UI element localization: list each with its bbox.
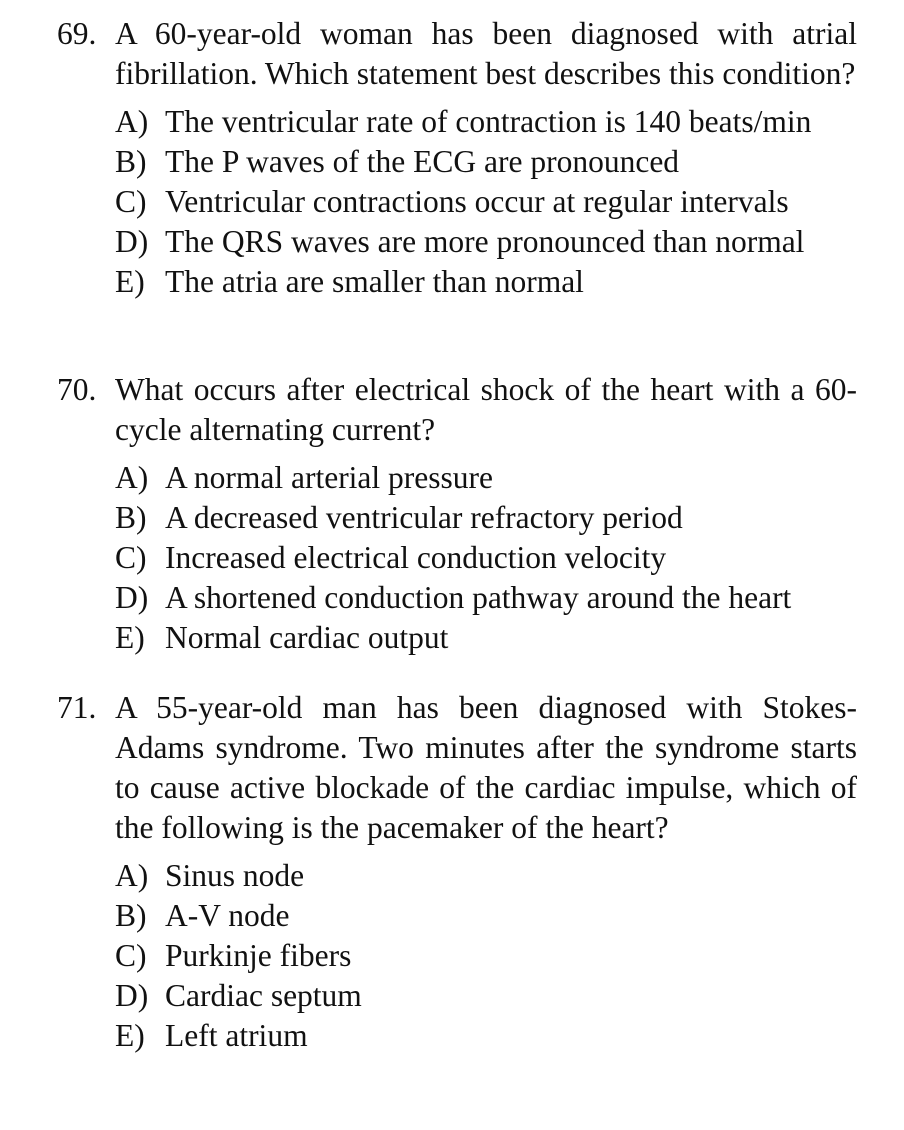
- question-number: 71.: [57, 690, 97, 725]
- question-69: [57, 14, 857, 302]
- answer-option-b[interactable]: [115, 896, 857, 936]
- answer-options: [57, 102, 857, 302]
- option-letter: C): [115, 938, 147, 973]
- answer-option-c[interactable]: [115, 538, 857, 578]
- option-text: A-V node: [165, 898, 290, 933]
- question-number: 70.: [57, 372, 97, 407]
- option-text: Sinus node: [165, 858, 305, 893]
- answer-option-a[interactable]: [115, 856, 857, 896]
- option-text: The ventricular rate of contraction is 140 beats/min: [165, 104, 812, 139]
- option-text: The atria are smaller than normal: [165, 264, 584, 299]
- option-letter: C): [115, 184, 147, 219]
- answer-option-e[interactable]: [115, 1016, 857, 1056]
- option-text: A decreased ventricular refractory period: [165, 500, 683, 535]
- question-text: A 60-year-old woman has been diagnosed with atrial fibrillation. Which statement best describes this condition?: [115, 16, 857, 91]
- answer-options: [57, 458, 857, 658]
- question-stem: [57, 370, 857, 450]
- option-text: A shortened conduction pathway around the heart: [165, 580, 792, 615]
- option-letter: E): [115, 620, 145, 655]
- option-letter: D): [115, 978, 149, 1013]
- option-letter: B): [115, 500, 147, 535]
- option-letter: E): [115, 1018, 145, 1053]
- question-stem: [57, 14, 857, 94]
- answer-option-e[interactable]: [115, 618, 857, 658]
- option-text: Ventricular contractions occur at regular intervals: [165, 184, 789, 219]
- option-text: The P waves of the ECG are pronounced: [165, 144, 680, 179]
- answer-option-a[interactable]: [115, 102, 857, 142]
- answer-option-c[interactable]: [115, 936, 857, 976]
- option-text: The QRS waves are more pronounced than normal: [165, 224, 805, 259]
- option-letter: C): [115, 540, 147, 575]
- option-text: Increased electrical conduction velocity: [165, 540, 667, 575]
- answer-option-d[interactable]: [115, 222, 857, 262]
- answer-option-d[interactable]: [115, 976, 857, 1016]
- question-70: [57, 370, 857, 658]
- answer-option-b[interactable]: [115, 142, 857, 182]
- option-letter: D): [115, 580, 149, 615]
- option-letter: A): [115, 858, 149, 893]
- answer-option-c[interactable]: [115, 182, 857, 222]
- option-text: A normal arterial pressure: [165, 460, 493, 495]
- question-stem: [57, 688, 857, 848]
- option-letter: E): [115, 264, 145, 299]
- option-text: Cardiac septum: [165, 978, 362, 1013]
- question-text: What occurs after electrical shock of the heart with a 60-cycle alternating current?: [115, 372, 857, 447]
- question-text: A 55-year-old man has been diagnosed with Stokes-Adams syndrome. Two minutes after the syndrome starts to cause active blockade of the cardiac impulse, which of the following is the pacemaker of the heart?: [115, 690, 857, 845]
- option-letter: D): [115, 224, 149, 259]
- option-letter: B): [115, 898, 147, 933]
- answer-options: [57, 856, 857, 1056]
- option-letter: B): [115, 144, 147, 179]
- answer-option-e[interactable]: [115, 262, 857, 302]
- option-text: Left atrium: [165, 1018, 308, 1053]
- option-letter: A): [115, 104, 149, 139]
- question-number: 69.: [57, 16, 97, 51]
- option-text: Purkinje fibers: [165, 938, 352, 973]
- question-71: [57, 688, 857, 1056]
- option-text: Normal cardiac output: [165, 620, 449, 655]
- answer-option-b[interactable]: [115, 498, 857, 538]
- answer-option-a[interactable]: [115, 458, 857, 498]
- answer-option-d[interactable]: [115, 578, 857, 618]
- option-letter: A): [115, 460, 149, 495]
